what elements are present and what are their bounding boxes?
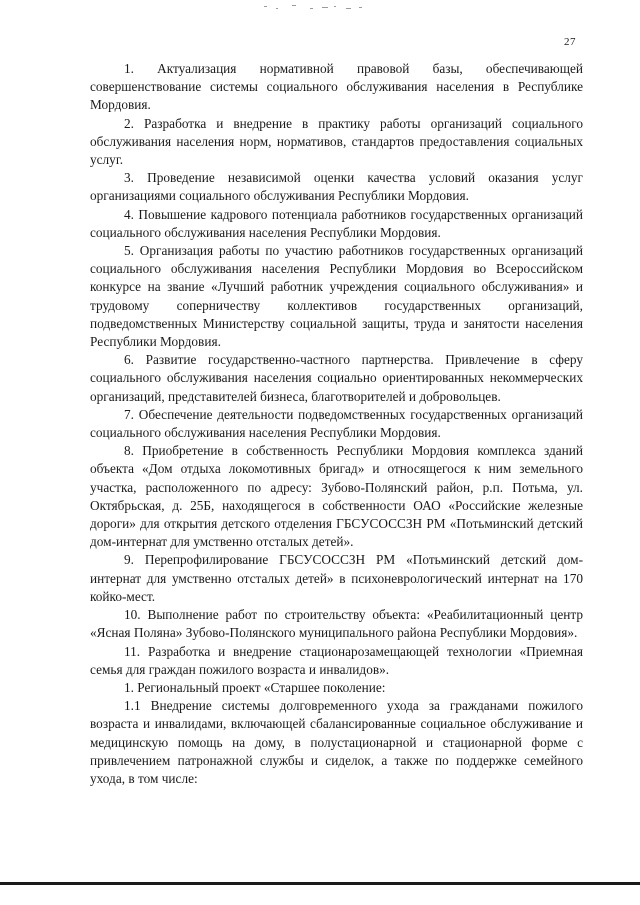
paragraph-item-6: 6. Развитие государственно-частного партнерства. Привлечение в сферу социального обслуживания населения социально ориентированных некоммерческих организаций, представителей бизнеса, благотворителей и добровольцев. xyxy=(90,352,583,404)
paragraph-item-1: 1. Актуализация нормативной правовой базы, обеспечивающей совершенствование системы социального обслуживания населения в Республике Мордовия. xyxy=(90,61,583,113)
paragraph-item-4: 4. Повышение кадрового потенциала работников государственных организаций социального обслуживания населения Республики Мордовия. xyxy=(90,206,583,240)
paragraph-item-5: 5. Организация работы по участию работников государственных организаций социального обслуживания населения Республики Мордовия во Всероссийском конкурсе на звание «Лучший работник учреждения социального обслуживания» и трудовому соперничеству коллективов государственных организаций, подведомственных Министерству социальной защиты, труда и занятости населения Республики Мордовия. xyxy=(90,243,583,350)
document-body xyxy=(90,60,583,788)
page-bottom-edge xyxy=(0,882,640,885)
paragraph-subitem-1-1: 1.1 Внедрение системы долговременного ухода за гражданами пожилого возраста и инвалидами, включающей сбалансированные социальное обслуживание и медицинскую помощь на дому, в полустационарной и стационарной форме с привлечением патронажной службы и сиделок, а также по поддержке семейного ухода, в том числе: xyxy=(90,698,583,786)
scan-artifact xyxy=(262,2,372,12)
paragraph-item-9: 9. Перепрофилирование ГБСУСОССЗН РМ «Потьминский детский дом-интернат для умственно отсталых детей» в психоневрологический интернат на 170 койко-мест. xyxy=(90,552,583,604)
paragraph-item-11: 11. Разработка и внедрение стационарозамещающей технологии «Приемная семья для граждан пожилого возраста и инвалидов». xyxy=(90,643,583,677)
paragraph-item-2: 2. Разработка и внедрение в практику работы организаций социального обслуживания населения норм, нормативов, стандартов предоставления социальных услуг. xyxy=(90,115,583,168)
paragraph-item-8: 8. Приобретение в собственность Республики Мордовия комплекса зданий объекта «Дом отдыха локомотивных бригад» и относящегося к ним земельного участка, расположенного по адресу: Зубово-Полянский район, р.п. Потьма, ул. Октябрьская, д. 25Б, находящегося в собственности ОАО «Российские железные дороги» для открытия детского отделения ГБСУСОССЗН РМ «Потьминский детский дом-интернат для умственно отсталых детей». xyxy=(90,443,583,550)
paragraph-item-3: 3. Проведение независимой оценки качества условий оказания услуг организациями социального обслуживания Республики Мордовия. xyxy=(90,170,583,204)
paragraph-item-10: 10. Выполнение работ по строительству объекта: «Реабилитационный центр «Ясная Поляна» Зубово-Полянского муниципального района Республики Мордовия». xyxy=(90,607,583,641)
paragraph-item-7: 7. Обеспечение деятельности подведомственных государственных организаций социального обслуживания населения Республики Мордовия. xyxy=(90,406,583,441)
page-number: 27 xyxy=(564,36,576,48)
section-heading: 1. Региональный проект «Старшее поколение: xyxy=(124,679,386,695)
